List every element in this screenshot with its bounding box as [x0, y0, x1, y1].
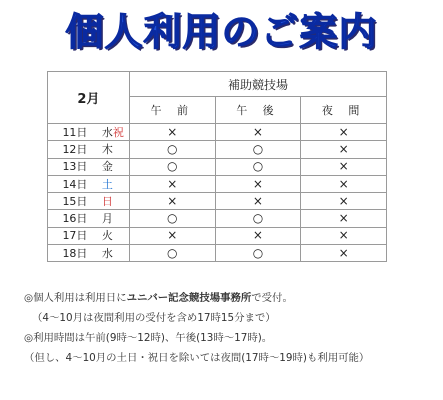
- table-row: [48, 124, 387, 141]
- row-date: 18日: [48, 245, 102, 262]
- row-date: 11日: [48, 124, 102, 141]
- slot-header-morning: 午 前: [129, 97, 215, 124]
- table-row: [48, 193, 387, 210]
- availability-cell: ×: [301, 158, 387, 175]
- availability-cell: ×: [215, 227, 301, 244]
- row-day-of-week: [102, 245, 130, 262]
- table-row: [48, 245, 387, 262]
- row-date: 13日: [48, 158, 102, 175]
- availability-cell: ○: [129, 158, 215, 175]
- note-reception: [24, 288, 439, 308]
- row-holiday-mark: 祝: [112, 125, 124, 139]
- row-weekday: 水: [101, 125, 113, 139]
- table-row: [48, 227, 387, 244]
- row-date: 12日: [48, 141, 102, 158]
- availability-cell: ×: [301, 124, 387, 141]
- table-row: [48, 175, 387, 192]
- note-night-availability: （但し、4～10月の土日・祝日を除いては夜間(17時～19時)も利用可能）: [24, 352, 370, 364]
- row-day-of-week: [102, 210, 130, 227]
- row-weekday: 木: [101, 142, 113, 156]
- availability-cell: ×: [215, 193, 301, 210]
- slot-header-afternoon: 午 後: [215, 97, 301, 124]
- availability-cell: ×: [129, 175, 215, 192]
- month-header: 2月: [48, 72, 130, 124]
- availability-cell: ○: [129, 141, 215, 158]
- facility-header: 補助競技場: [129, 72, 386, 97]
- table-row: [48, 158, 387, 175]
- availability-cell: ×: [129, 227, 215, 244]
- table-header-row: [48, 72, 387, 97]
- notes: [24, 288, 439, 368]
- note-reception-suffix: で受付。: [251, 292, 293, 304]
- availability-cell: ×: [301, 141, 387, 158]
- availability-cell: ×: [215, 175, 301, 192]
- availability-cell: ○: [129, 245, 215, 262]
- availability-cell: ×: [301, 245, 387, 262]
- row-weekday: 火: [101, 229, 113, 243]
- row-weekday: 日: [101, 194, 113, 208]
- schedule-table: [47, 71, 387, 262]
- row-day-of-week: [102, 175, 130, 192]
- availability-cell: ×: [129, 124, 215, 141]
- availability-cell: ×: [129, 193, 215, 210]
- row-day-of-week: [102, 193, 130, 210]
- row-day-of-week: [102, 124, 130, 141]
- row-date: 14日: [48, 175, 102, 192]
- availability-cell: ○: [129, 210, 215, 227]
- row-weekday: 土: [101, 177, 113, 191]
- row-date: 15日: [48, 193, 102, 210]
- page-title: 個人利用のご案内: [65, 10, 378, 54]
- row-date: 16日: [48, 210, 102, 227]
- availability-cell: ×: [301, 210, 387, 227]
- availability-cell: ○: [215, 158, 301, 175]
- row-weekday: 月: [101, 212, 113, 226]
- note-reception-prefix: ◎個人利用は利用日に: [24, 292, 127, 304]
- table-row: [48, 210, 387, 227]
- row-day-of-week: [102, 141, 130, 158]
- row-date: 17日: [48, 227, 102, 244]
- availability-cell: ×: [301, 175, 387, 192]
- note-reception-office: ユニバー記念競技場事務所: [126, 292, 252, 304]
- table-row: [48, 141, 387, 158]
- availability-cell: ×: [215, 124, 301, 141]
- row-day-of-week: [102, 158, 130, 175]
- availability-cell: ×: [301, 227, 387, 244]
- note-reception-hours: （4～10月は夜間利用の受付を含め17時15分まで）: [32, 312, 276, 324]
- slot-header-night: 夜 間: [301, 97, 387, 124]
- row-day-of-week: [102, 227, 130, 244]
- availability-cell: ○: [215, 245, 301, 262]
- availability-cell: ○: [215, 141, 301, 158]
- row-weekday: 水: [101, 246, 113, 260]
- availability-cell: ○: [215, 210, 301, 227]
- note-usage-time: ◎利用時間は午前(9時～12時)、午後(13時～17時)。: [24, 332, 273, 344]
- availability-cell: ×: [301, 193, 387, 210]
- row-weekday: 金: [101, 160, 113, 174]
